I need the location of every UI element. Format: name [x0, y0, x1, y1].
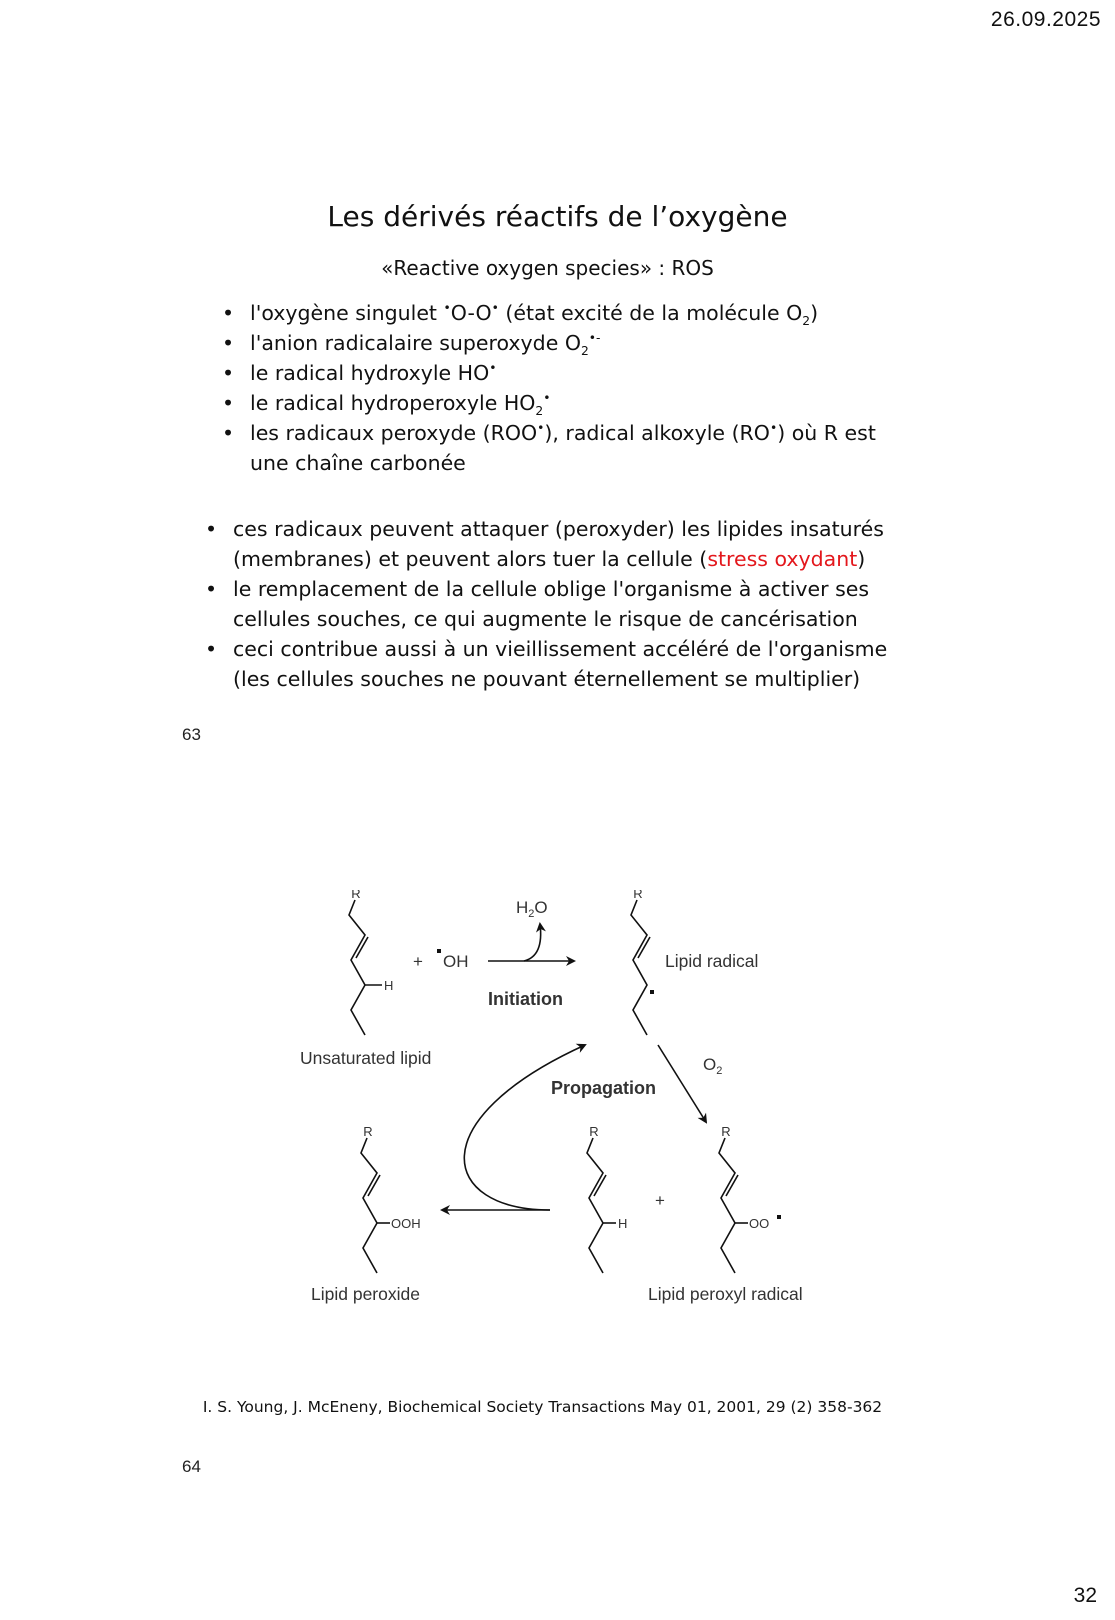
slide-subtitle: «Reactive oxygen species» : ROS	[381, 256, 714, 280]
lipid-peroxyl-radical-label: Lipid peroxyl radical	[648, 1284, 803, 1304]
r-label: R	[633, 890, 643, 901]
water-release-arrow	[524, 924, 541, 961]
effects-list	[203, 514, 903, 694]
list-item: • ces radicaux peuvent attaquer (peroxyder) les lipides insaturés (membranes) et peuvent alors tuer la cellule (stress oxydant)	[203, 514, 903, 574]
lipid-peroxyl-radical-structure	[719, 1138, 748, 1273]
plus-sign: +	[655, 1191, 665, 1210]
slide-number-64: 64	[182, 1457, 201, 1476]
page-number: 32	[1073, 1584, 1097, 1607]
list-item: • le radical hydroxyle HO•	[220, 358, 880, 388]
oxygen-label: $O_2$	[703, 1055, 723, 1077]
list-item: • l'oxygène singulet •O-O• (état excité de la molécule $O_2$)	[220, 298, 880, 328]
propagation-label: Propagation	[551, 1078, 657, 1098]
slide-number-63: 63	[182, 725, 201, 744]
propagation-cycle-arrow	[464, 1045, 585, 1210]
hydroperoxide-label: OOH	[391, 1216, 421, 1231]
radical-dot	[437, 949, 441, 953]
list-item: • le radical hydroperoxyle $HO_2^•$	[220, 388, 880, 418]
unsaturated-lipid-label: Unsaturated lipid	[300, 1048, 432, 1068]
lipid-peroxidation-diagram	[0, 890, 1115, 1350]
ros-list	[220, 298, 880, 478]
plus-sign: +	[413, 952, 423, 971]
r-label: R	[589, 1124, 599, 1139]
radical-dot	[777, 1215, 781, 1219]
lipid-peroxide-structure	[361, 1138, 390, 1273]
lipid-radical-structure	[631, 900, 650, 1035]
list-item: • l'anion radicalaire superoxyde $O_2^{•-}$	[220, 328, 880, 358]
r-label: R	[721, 1124, 731, 1139]
unsaturated-lipid-structure	[587, 1138, 616, 1273]
lipid-radical-label: Lipid radical	[665, 951, 759, 971]
list-item: • ceci contribue aussi à un vieillissement accéléré de l'organisme (les cellules souches ne pouvant éternellement se multiplier)	[203, 634, 903, 694]
h-label: H	[618, 1216, 628, 1231]
lipid-peroxide-label: Lipid peroxide	[311, 1284, 420, 1304]
list-item: • le remplacement de la cellule oblige l'organisme à activer ses cellules souches, ce qui augmente le risque de cancérisation	[203, 574, 903, 634]
initiation-label: Initiation	[488, 989, 563, 1009]
slide-title: Les dérivés réactifs de l’oxygène	[327, 200, 788, 233]
list-item: • les radicaux peroxyde (ROO•), radical alkoxyle (RO•) où R est une chaîne carbonée	[220, 418, 880, 478]
peroxyl-label: OO	[749, 1216, 770, 1231]
oxygen-arrow	[658, 1045, 706, 1122]
r-label: R	[351, 890, 361, 901]
r-label: R	[363, 1124, 373, 1139]
reference-citation: I. S. Young, J. McEneny, Biochemical Society Transactions May 01, 2001, 29 (2) 358-362	[202, 1398, 883, 1416]
water-label: $H_2O$	[516, 898, 548, 920]
hydroxyl-radical-label: OH	[443, 952, 469, 971]
unsaturated-lipid-structure	[349, 900, 382, 1035]
stress-oxydant-highlight: stress oxydant	[707, 547, 858, 571]
header-date: 26.09.2025	[990, 8, 1101, 31]
radical-dot	[650, 990, 654, 994]
h-label: H	[384, 978, 394, 993]
